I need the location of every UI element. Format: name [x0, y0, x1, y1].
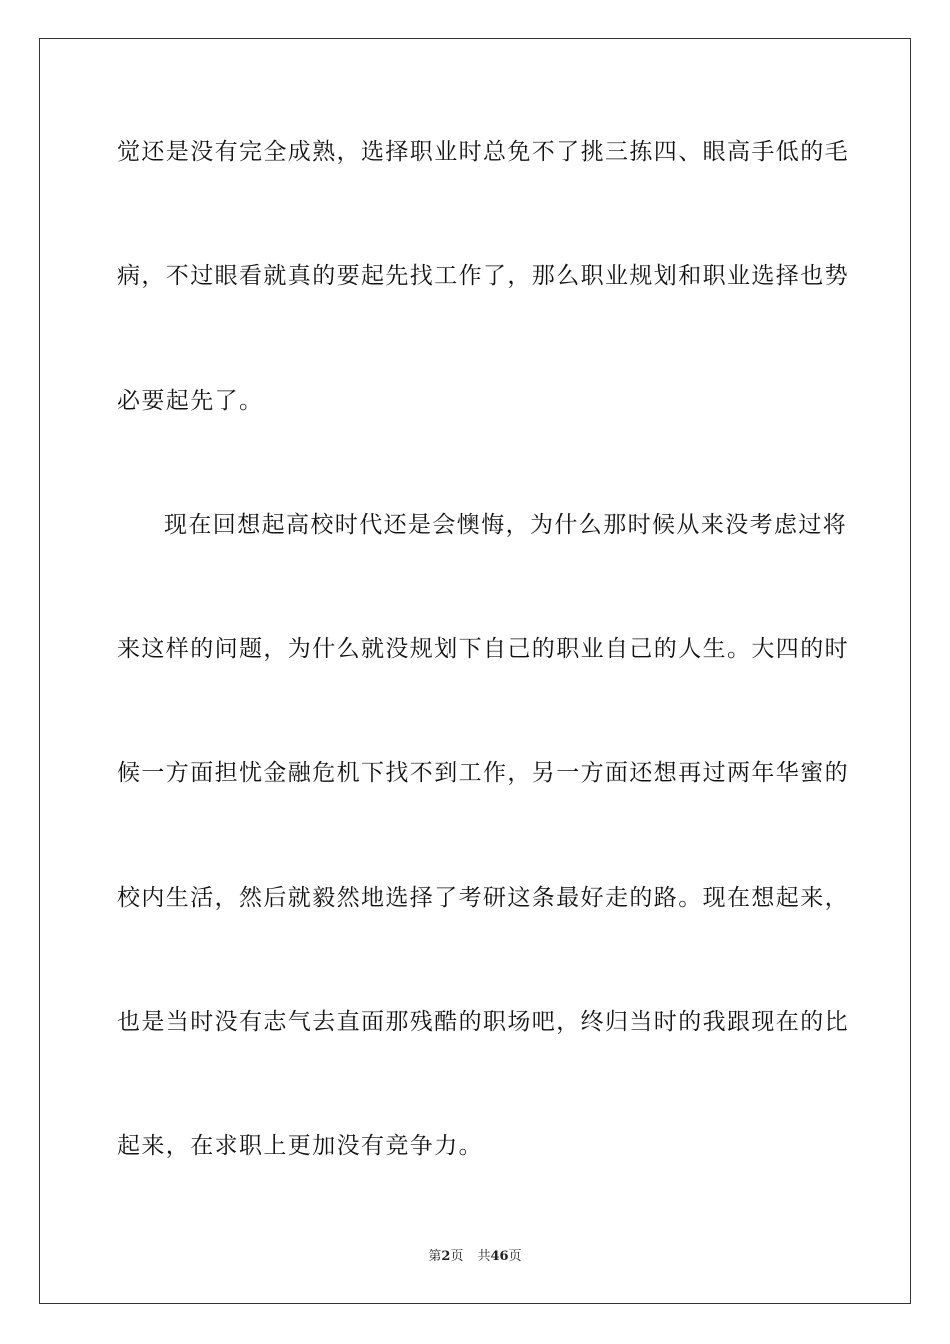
- total-prefix: 共: [477, 1249, 491, 1264]
- text-line: 起来，在求职上更加没有竞争力。: [117, 1133, 483, 1159]
- total-pages: 46: [490, 1249, 509, 1264]
- text-line: 必要起先了。: [117, 388, 264, 414]
- text-line: 病，不过眼看就真的要起先找工作了，那么职业规划和职业选择也势: [117, 263, 849, 289]
- text-line: 来这样的问题，为什么就没规划下自己的职业自己的人生。大四的时: [117, 636, 849, 662]
- text-line: 觉还是没有完全成熟，选择职业时总免不了挑三拣四、眼高手低的毛: [117, 139, 849, 165]
- text-line: 候一方面担忧金融危机下找不到工作，另一方面还想再过两年华蜜的: [117, 760, 849, 786]
- page-suffix: 页: [450, 1249, 464, 1264]
- page-border: [39, 38, 911, 1304]
- page-number: 2: [441, 1249, 451, 1264]
- page-prefix: 第: [428, 1249, 442, 1264]
- page-footer: [0, 1248, 950, 1266]
- text-line: 校内生活，然后就毅然地选择了考研这条最好走的路。现在想起来，: [117, 885, 849, 911]
- paragraph-first-line: 现在回想起高校时代还是会懊悔，为什么那时候从来没考虑过将: [164, 512, 848, 538]
- text-line: 也是当时没有志气去直面那残酷的职场吧，终归当时的我跟现在的比: [117, 1009, 849, 1035]
- total-suffix: 页: [508, 1249, 522, 1264]
